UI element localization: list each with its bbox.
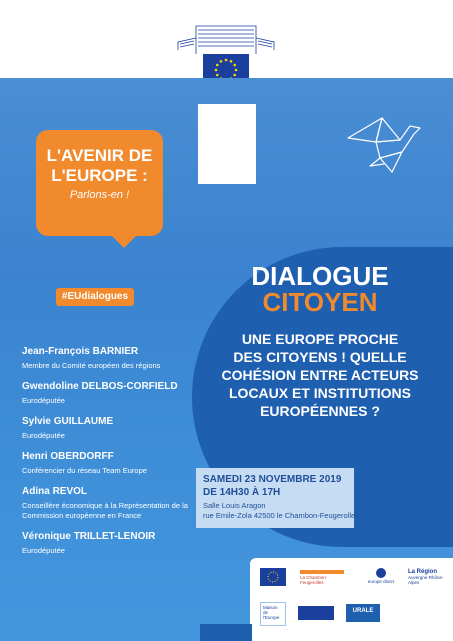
bubble-subtitle: Parlons-en ! xyxy=(69,189,130,201)
header xyxy=(0,0,453,78)
chambon-logo: La Chambon-Feugerolles xyxy=(300,570,344,585)
maison-europe-logo: Maison de l'Europe xyxy=(260,602,286,626)
speaker-list xyxy=(22,346,197,566)
speaker-name: Henri OBERDORFF xyxy=(22,451,114,462)
speaker-item xyxy=(22,486,197,521)
event-details xyxy=(196,468,359,528)
bubble-title-line2: L'EUROPE : xyxy=(51,166,148,185)
partner-flag-logo xyxy=(298,606,334,620)
event-tagline xyxy=(205,330,435,420)
speaker-item xyxy=(22,346,197,371)
speaker-role: Eurodéputée xyxy=(22,546,65,555)
speaker-role: Eurodéputée xyxy=(22,396,65,405)
europe-direct-logo: europe direct xyxy=(366,568,396,584)
tagline-line: LOCAUX ET INSTITUTIONS xyxy=(229,385,411,401)
tagline-line: EUROPÉENNES ? xyxy=(260,403,380,419)
speaker-item xyxy=(22,451,197,476)
title-bubble xyxy=(36,130,163,236)
tagline-line: DES CITOYENS ! QUELLE xyxy=(233,349,407,365)
event-venue: Salle Louis Aragon xyxy=(203,501,266,510)
speaker-item xyxy=(22,531,197,556)
tagline-line: UNE EUROPE PROCHE xyxy=(241,331,399,347)
logo-card-extension xyxy=(198,104,256,184)
tagline-line: COHÉSION ENTRE ACTEURS xyxy=(221,367,419,383)
poster-body xyxy=(0,78,453,641)
region-logo: La Région Auvergne-Rhône-Alpes xyxy=(408,569,444,585)
speaker-role: Eurodéputée xyxy=(22,431,65,440)
urale-logo: URALE xyxy=(346,604,380,622)
speaker-name: Gwendoline DELBOS-CORFIELD xyxy=(22,381,178,392)
speaker-item xyxy=(22,381,197,406)
bubble-title-line1: L'AVENIR DE xyxy=(46,146,153,165)
speaker-role: Conseillère économique à la Représentation de la Commission européenne en France xyxy=(22,501,188,520)
speaker-role: Conférencier du réseau Team Europe xyxy=(22,466,147,475)
bottom-accent-bar xyxy=(200,624,252,641)
bubble-tail xyxy=(110,234,138,248)
partner-logos xyxy=(250,558,453,641)
speaker-name: Véronique TRILLET-LENOIR xyxy=(22,531,156,542)
event-time: DE 14H30 À 17H xyxy=(203,487,281,498)
origami-dove-icon xyxy=(340,108,440,188)
eu-flag-icon xyxy=(260,568,286,586)
speaker-name: Jean-François BARNIER xyxy=(22,346,139,357)
event-title-line1: DIALOGUE xyxy=(251,261,389,291)
speaker-name: Sylvie GUILLAUME xyxy=(22,416,114,427)
hashtag-badge[interactable]: #EUdialogues xyxy=(56,288,134,306)
event-address: rue Emile-Zola 42500 le Chambon-Feugerolles xyxy=(203,511,359,520)
speaker-item xyxy=(22,416,197,441)
speaker-role: Membre du Comité européen des régions xyxy=(22,361,161,370)
event-title-line2: CITOYEN xyxy=(262,287,378,317)
event-date: SAMEDI 23 NOVEMBRE 2019 xyxy=(203,474,342,485)
speaker-name: Adina REVOL xyxy=(22,486,88,497)
